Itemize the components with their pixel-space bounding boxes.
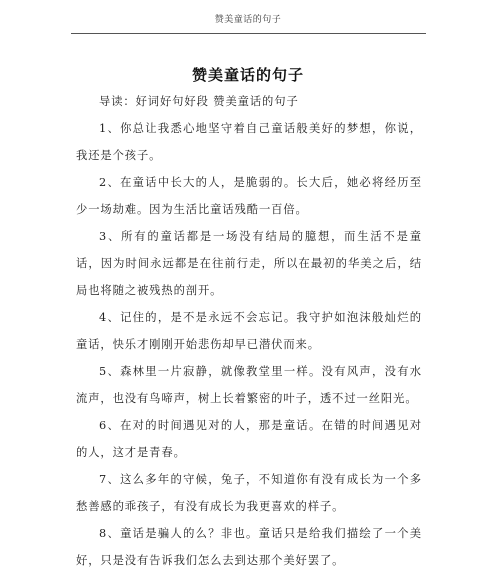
running-header-title: 赞美童话的句子 bbox=[214, 15, 282, 25]
document-body bbox=[76, 88, 422, 574]
sentence-paragraph-3: 3、所有的童话都是一场没有结局的臆想，而生活不是童话，因为时间永远都是在往前行走，所以在最初的华美之后，结局也将随之被残热的剖开。 bbox=[76, 230, 422, 297]
sentence-paragraph-8: 8、童话是骗人的么？非也。童话只是给我们描绘了一个美好，只是没有告诉我们怎么去到达那个美好罢了。 bbox=[76, 527, 422, 567]
header-divider bbox=[71, 33, 426, 34]
sentence-paragraph-2: 2、在童话中长大的人，是脆弱的。长大后，她必将经历至少一场劫难。因为生活比童话残酷一百倍。 bbox=[76, 176, 422, 216]
page-header bbox=[0, 0, 496, 44]
intro-paragraph: 导读：好词好句好段 赞美童话的句子 bbox=[99, 95, 299, 108]
sentence-paragraph-5: 5、森林里一片寂静，就像教堂里一样。没有风声，没有水流声，也没有鸟啼声，树上长着繁密的叶子，透不过一丝阳光。 bbox=[76, 365, 422, 405]
sentence-paragraph-4: 4、记住的，是不是永远不会忘记。我守护如泡沫般灿烂的童话，快乐才刚刚开始悲伤却早已潜伏而来。 bbox=[76, 311, 422, 351]
document-title: 赞美童话的句子 bbox=[191, 66, 304, 84]
sentence-paragraph-1: 1、你总让我悉心地坚守着自己童话般美好的梦想，你说，我还是个孩子。 bbox=[76, 122, 422, 162]
sentence-paragraph-7: 7、这么多年的守候，兔子，不知道你有没有成长为一个多愁善感的乖孩子，有没有成长为我更喜欢的样子。 bbox=[76, 473, 422, 513]
sentence-paragraph-6: 6、在对的时间遇见对的人，那是童话。在错的时间遇见对的人，这才是青春。 bbox=[76, 419, 422, 459]
